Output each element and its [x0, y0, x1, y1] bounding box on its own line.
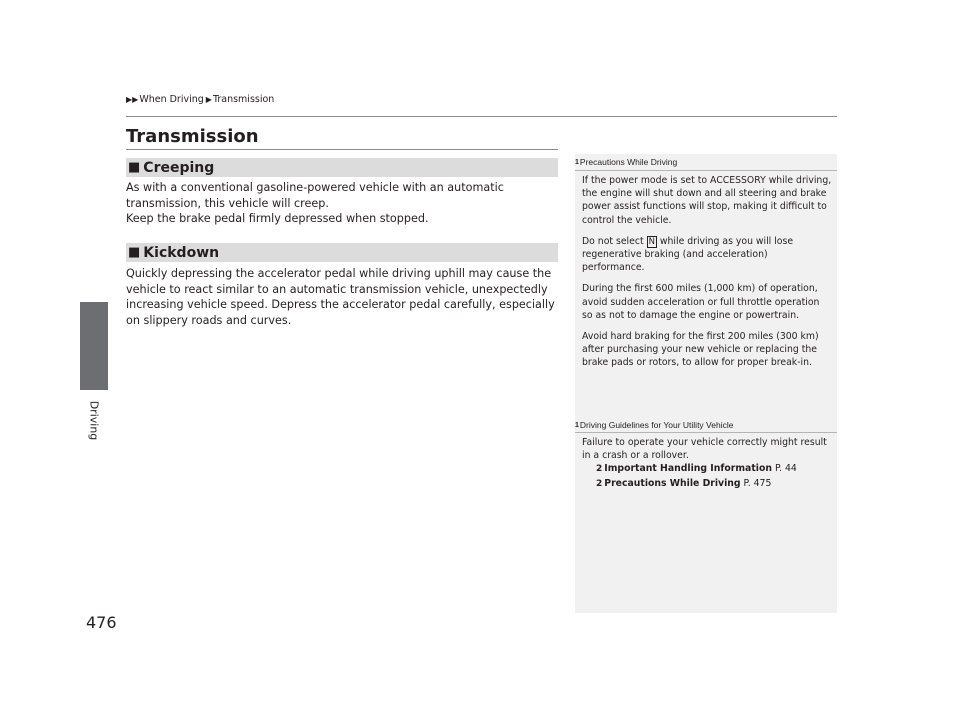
section-heading-text: Creeping	[143, 159, 215, 176]
note-reference-icon: 1	[575, 158, 579, 166]
note-paragraph: Avoid hard braking for the first 200 miles (300 km) after purchasing your new vehicle or replacing the brake pads or rotors, to allow for proper break-in.	[582, 331, 819, 369]
breadcrumb	[126, 94, 276, 105]
kickdown-body	[126, 266, 566, 328]
note-paragraph: During the first 600 miles (1,000 km) of operation, avoid sudden acceleration or full throttle operation so as not to damage the engine or powertrain.	[582, 283, 820, 321]
section-heading-creeping	[126, 158, 558, 177]
reference-page: P. 475	[743, 477, 772, 489]
note-body-precautions	[582, 174, 832, 378]
creeping-body	[126, 180, 566, 227]
cross-reference-link[interactable]	[596, 477, 832, 491]
note-paragraph: Failure to operate your vehicle correctly might result in a crash or a rollover.	[582, 437, 827, 462]
note-title-guidelines	[575, 420, 837, 430]
page-title: Transmission	[126, 126, 259, 147]
reference-label: Precautions While Driving	[604, 477, 741, 489]
breadcrumb-item-when-driving[interactable]: When Driving	[139, 94, 204, 105]
header-divider	[126, 116, 837, 117]
section-heading-kickdown	[126, 243, 558, 262]
paragraph: Keep the brake pedal firmly depressed when stopped.	[126, 212, 429, 225]
paragraph: Quickly depressing the accelerator pedal while driving uphill may cause the vehicle to react similar to an automatic transmission vehicle, unexpectedly increasing vehicle speed. Depress the accelerator pedal carefully, especially on slippery roads and curves.	[126, 267, 555, 327]
chapter-tab	[80, 302, 108, 390]
breadcrumb-separator-icon: ▶	[205, 95, 212, 104]
reference-arrow-icon: 2	[596, 478, 603, 489]
section-heading-text: Kickdown	[143, 244, 220, 261]
breadcrumb-arrow-icon: ▶▶	[126, 95, 139, 104]
note-divider	[575, 432, 837, 433]
page-number: 476	[86, 613, 117, 632]
section-marker-icon: ■	[128, 160, 141, 175]
chapter-label: Driving	[87, 400, 101, 440]
reference-page: P. 44	[774, 463, 797, 475]
note-paragraph: If the power mode is set to ACCESSORY while driving, the engine will shut down and all steering and brake power assist functions will stop, making it difficult to control the vehicle.	[582, 175, 832, 226]
note-body-guidelines	[582, 436, 832, 491]
paragraph: As with a conventional gasoline-powered vehicle with an automatic transmission, this vehicle will creep.	[126, 181, 504, 210]
note-text: Do not select	[582, 235, 644, 247]
note-title-precautions	[575, 157, 837, 167]
breadcrumb-item-transmission[interactable]: Transmission	[212, 94, 275, 105]
note-divider	[575, 170, 837, 171]
cross-reference-link[interactable]	[596, 462, 832, 476]
note-title-text: Driving Guidelines for Your Utility Vehicle	[579, 420, 734, 430]
section-marker-icon: ■	[128, 245, 141, 260]
note-text: while driving as you will lose regenerative braking (and acceleration) performance.	[582, 235, 794, 274]
reference-label: Important Handling Information	[604, 463, 772, 475]
note-title-text: Precautions While Driving	[579, 157, 678, 167]
note-paragraph	[582, 235, 832, 275]
neutral-key-icon: N	[648, 236, 655, 247]
title-divider	[126, 149, 558, 150]
note-reference-icon: 1	[575, 421, 579, 429]
reference-arrow-icon: 2	[596, 464, 603, 475]
